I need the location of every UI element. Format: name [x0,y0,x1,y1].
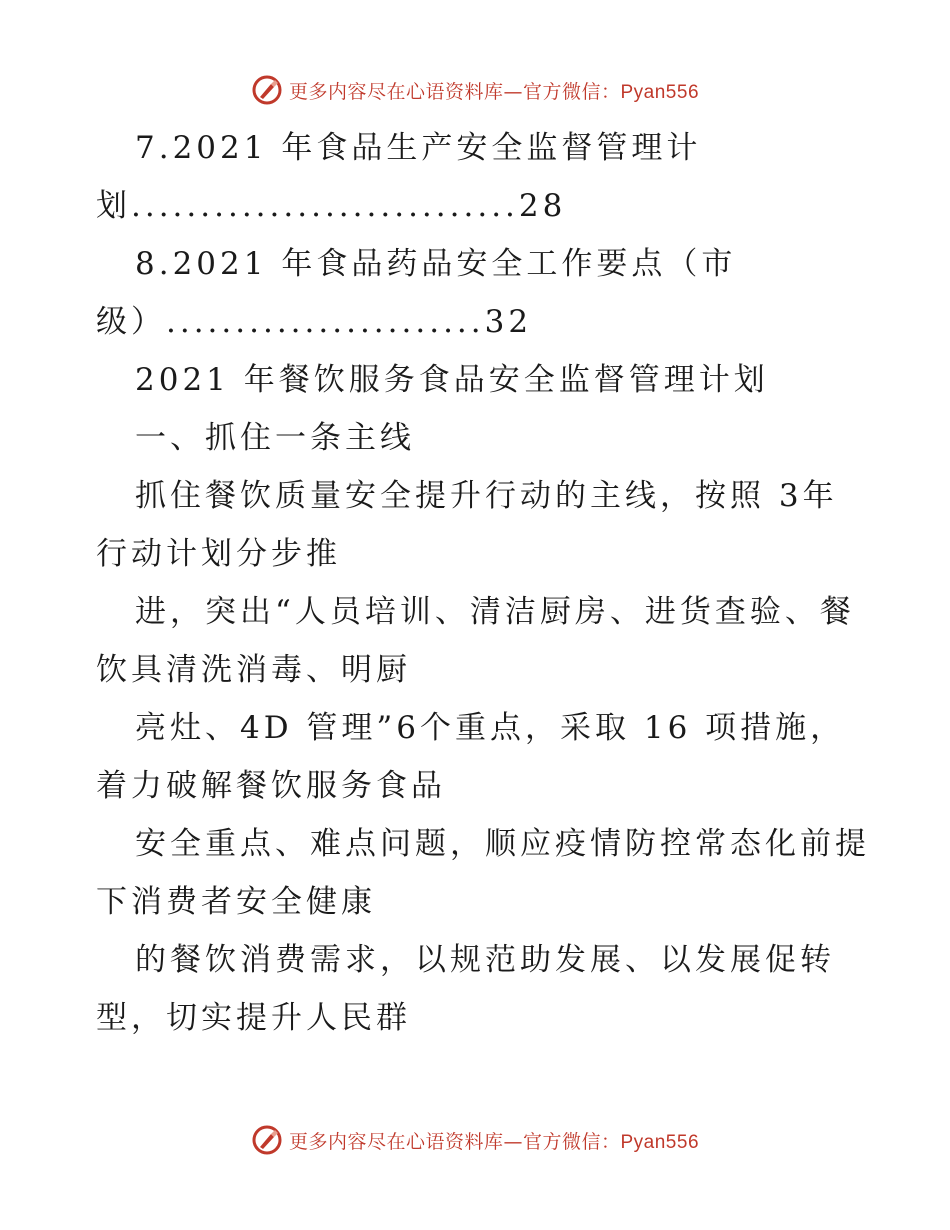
paragraph-line: 着力破解餐饮服务食品 [96,768,446,804]
section-title: 2021 年餐饮服务食品安全监督管理计划 [135,362,769,398]
paragraph-line: 进，突出“人员培训、清洁厨房、进货查验、餐 [135,594,855,630]
toc-line: 级）.......................32 [96,304,533,340]
footer-watermark [0,1120,950,1160]
paragraph-line: 下消费者安全健康 [96,884,376,920]
section-heading: 一、抓住一条主线 [135,420,415,456]
pen-nib-logo-icon [251,1124,283,1156]
paragraph-line: 安全重点、难点问题，顺应疫情防控常态化前提 [135,826,870,862]
header-watermark [0,70,950,110]
paragraph-line: 的餐饮消费需求，以规范助发展、以发展促转 [135,942,835,978]
paragraph-line: 抓住餐饮质量安全提升行动的主线，按照 3年 [135,478,838,514]
paragraph-line: 型，切实提升人民群 [96,1000,411,1036]
toc-line: 7.2021 年食品生产安全监督管理计 [135,130,702,166]
watermark-text: 更多内容尽在心语资料库—官方微信：Pyan556 [288,1130,700,1153]
paragraph-line: 饮具清洗消毒、明厨 [96,652,411,688]
paragraph-line: 亮灶、4D 管理”6个重点，采取 16 项措施， [135,710,846,746]
toc-line: 8.2021 年食品药品安全工作要点（市 [135,246,737,282]
pen-nib-logo-icon [251,74,283,106]
toc-line: 划............................28 [96,188,567,224]
wechat-id: Pyan556 [620,81,700,103]
paragraph-line: 行动计划分步推 [96,536,341,572]
wechat-id: Pyan556 [620,1131,700,1153]
watermark-text: 更多内容尽在心语资料库—官方微信：Pyan556 [288,80,700,103]
